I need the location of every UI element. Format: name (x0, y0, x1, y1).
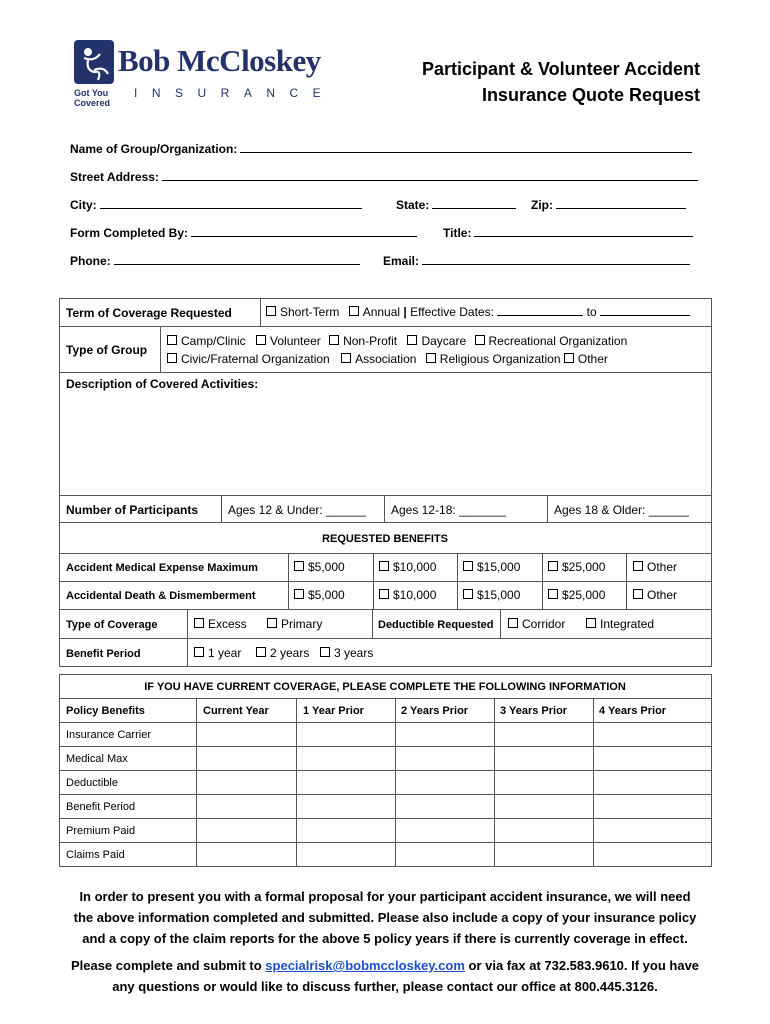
add-option[interactable]: Other (633, 588, 677, 602)
checkbox[interactable] (379, 589, 389, 599)
checkbox[interactable] (341, 353, 351, 363)
ages-12-under-field[interactable]: Ages 12 & Under: ______ (228, 503, 367, 517)
effective-dates-label: Effective Dates: (410, 305, 494, 319)
tagline-line-2: Covered (74, 98, 111, 108)
checkbox[interactable] (548, 589, 558, 599)
city-label: City: (70, 198, 97, 212)
group-type-label: Type of Group (66, 343, 148, 357)
to-label: to (586, 305, 597, 319)
excess-option[interactable]: Excess (194, 617, 247, 631)
document-title (422, 56, 700, 108)
column-header: 1 Year Prior (303, 705, 364, 717)
street-address-field[interactable] (70, 169, 698, 184)
group-type-option[interactable]: Camp/Clinic (167, 334, 246, 348)
row-label: Premium Paid (66, 825, 136, 837)
brand-tagline (74, 88, 110, 108)
state-line[interactable] (432, 197, 516, 209)
completed-by-label: Form Completed By: (70, 226, 189, 240)
description-label: Description of Covered Activities: (66, 377, 259, 391)
checkbox[interactable] (548, 561, 558, 571)
row-label: Benefit Period (66, 801, 136, 813)
checkbox[interactable] (167, 335, 177, 345)
group-name-field[interactable] (70, 141, 692, 156)
row-label: Insurance Carrier (66, 729, 151, 741)
group-type-option[interactable]: Other (564, 352, 608, 366)
term-options: Short-Term Annual | Effective Dates: to (266, 305, 690, 319)
group-type-option[interactable]: Association (341, 352, 416, 366)
checkbox[interactable] (564, 353, 574, 363)
add-option[interactable]: $10,000 (379, 588, 436, 602)
group-type-row-2 (167, 352, 608, 366)
checkbox[interactable] (407, 335, 417, 345)
checkbox[interactable] (294, 589, 304, 599)
benefit-period-label: Benefit Period (66, 648, 141, 660)
period-option[interactable]: 1 year (194, 646, 241, 660)
brand-name: Bob McCloskey (118, 43, 321, 78)
period-option[interactable]: 2 years (256, 646, 309, 660)
deductible-label: Deductible Requested (378, 619, 494, 631)
title-label: Title: (443, 226, 472, 240)
state-label: State: (396, 198, 430, 212)
column-header: 4 Years Prior (599, 705, 667, 717)
short-term-option[interactable]: Short-Term (266, 305, 339, 319)
period-option[interactable]: 3 years (320, 646, 373, 660)
effective-to-line[interactable] (600, 305, 690, 316)
completed-by-line[interactable] (191, 225, 417, 237)
zip-field[interactable] (531, 197, 686, 212)
city-line[interactable] (100, 197, 362, 209)
requested-benefits-heading: REQUESTED BENEFITS (322, 533, 448, 545)
zip-line[interactable] (556, 197, 686, 209)
group-type-option[interactable]: Daycare (407, 334, 466, 348)
checkbox[interactable] (586, 618, 596, 628)
medical-option[interactable]: $15,000 (463, 560, 520, 574)
footer-line: the above information completed and submitted. Please also include a copy of your insurance policy (73, 910, 697, 925)
email-label: Email: (383, 254, 420, 268)
column-header: Current Year (203, 705, 269, 717)
ages-12-18-field[interactable]: Ages 12-18: _______ (391, 503, 506, 517)
footer-line: any questions or would like to discuss further, please contact our office at 800.445.3126. (112, 979, 658, 994)
add-option[interactable]: $5,000 (294, 588, 345, 602)
medical-option[interactable]: $25,000 (548, 560, 605, 574)
row-label: Deductible (66, 777, 118, 789)
medical-option[interactable]: Other (633, 560, 677, 574)
group-type-option[interactable]: Religious Organization (426, 352, 561, 366)
fax-text: or via fax at 732.583.9610. If you have (468, 958, 700, 973)
column-header: Policy Benefits (66, 705, 145, 717)
title-field[interactable] (443, 225, 693, 240)
group-name-label: Name of Group/Organization: (70, 142, 238, 156)
footer-submit-line (40, 955, 730, 976)
group-type-option[interactable]: Civic/Fraternal Organization (167, 352, 330, 366)
checkbox[interactable] (256, 335, 266, 345)
checkbox[interactable] (463, 561, 473, 571)
checkbox[interactable] (633, 561, 643, 571)
medical-option[interactable]: $5,000 (294, 560, 345, 574)
row-label: Claims Paid (66, 849, 125, 861)
title-line-2: Insurance Quote Request (481, 85, 700, 105)
short-term-checkbox[interactable] (266, 306, 276, 316)
phone-line[interactable] (114, 253, 360, 265)
title-line-1: Participant & Volunteer Accident (421, 59, 700, 79)
checkbox[interactable] (463, 589, 473, 599)
submit-text: Please complete and submit to (70, 958, 262, 973)
current-coverage-heading: IF YOU HAVE CURRENT COVERAGE, PLEASE COMPLETE THE FOLLOWING INFORMATION (144, 681, 626, 693)
checkbox[interactable] (167, 353, 177, 363)
state-field[interactable] (396, 197, 516, 212)
column-header: 2 Years Prior (401, 705, 469, 717)
add-label: Accidental Death & Dismemberment (66, 590, 256, 602)
street-address-line[interactable] (162, 169, 698, 181)
footer-line: and a copy of the claim reports for the above 5 policy years if there is currently coverage in effect. (82, 931, 688, 946)
email-field[interactable] (383, 253, 690, 268)
term-label: Term of Coverage Requested (66, 306, 232, 320)
street-address-label: Street Address: (70, 170, 159, 184)
add-option[interactable]: $15,000 (463, 588, 520, 602)
checkbox[interactable] (194, 618, 204, 628)
checkbox[interactable] (329, 335, 339, 345)
completed-by-field[interactable] (70, 225, 417, 240)
column-header: 3 Years Prior (500, 705, 568, 717)
checkbox[interactable] (426, 353, 436, 363)
logo-mark-icon (74, 40, 116, 88)
email-link[interactable]: specialrisk@bobmccloskey.com (265, 958, 465, 973)
footer-line: In order to present you with a formal proposal for your participant accident insurance, we will need (79, 889, 691, 904)
checkbox[interactable] (508, 618, 518, 628)
corridor-option[interactable]: Corridor (508, 617, 565, 631)
integrated-option[interactable]: Integrated (586, 617, 654, 631)
ages-18-older-field[interactable]: Ages 18 & Older: ______ (554, 503, 689, 517)
city-field[interactable] (70, 197, 362, 212)
brand-subtitle: INSURANCE (134, 86, 336, 100)
row-label: Medical Max (66, 753, 128, 765)
add-option[interactable]: $25,000 (548, 588, 605, 602)
group-type-option[interactable]: Non-Profit (329, 334, 397, 348)
checkbox[interactable] (379, 561, 389, 571)
footer-contact (40, 955, 730, 997)
annual-option[interactable]: Annual (349, 305, 400, 319)
group-type-option[interactable]: Volunteer (256, 334, 321, 348)
group-name-line[interactable] (240, 141, 692, 153)
checkbox[interactable] (294, 561, 304, 571)
group-type-option[interactable]: Recreational Organization (475, 334, 628, 348)
group-type-row-1 (167, 334, 627, 348)
checkbox[interactable] (267, 618, 277, 628)
email-line[interactable] (422, 253, 690, 265)
phone-label: Phone: (70, 254, 111, 268)
participants-label: Number of Participants (66, 503, 199, 517)
medical-max-label: Accident Medical Expense Maximum (66, 562, 258, 574)
annual-checkbox[interactable] (349, 306, 359, 316)
primary-option[interactable]: Primary (267, 617, 322, 631)
zip-label: Zip: (531, 198, 553, 212)
title-line[interactable] (474, 225, 693, 237)
checkbox[interactable] (633, 589, 643, 599)
checkbox[interactable] (256, 647, 266, 657)
phone-field[interactable] (70, 253, 360, 268)
checkbox[interactable] (320, 647, 330, 657)
description-area[interactable] (62, 393, 708, 491)
effective-from-line[interactable] (497, 305, 583, 316)
checkbox[interactable] (475, 335, 485, 345)
coverage-type-label: Type of Coverage (66, 619, 158, 631)
footer-instructions (40, 886, 730, 949)
checkbox[interactable] (194, 647, 204, 657)
tagline-line-1: Got You (74, 88, 109, 98)
medical-option[interactable]: $10,000 (379, 560, 436, 574)
